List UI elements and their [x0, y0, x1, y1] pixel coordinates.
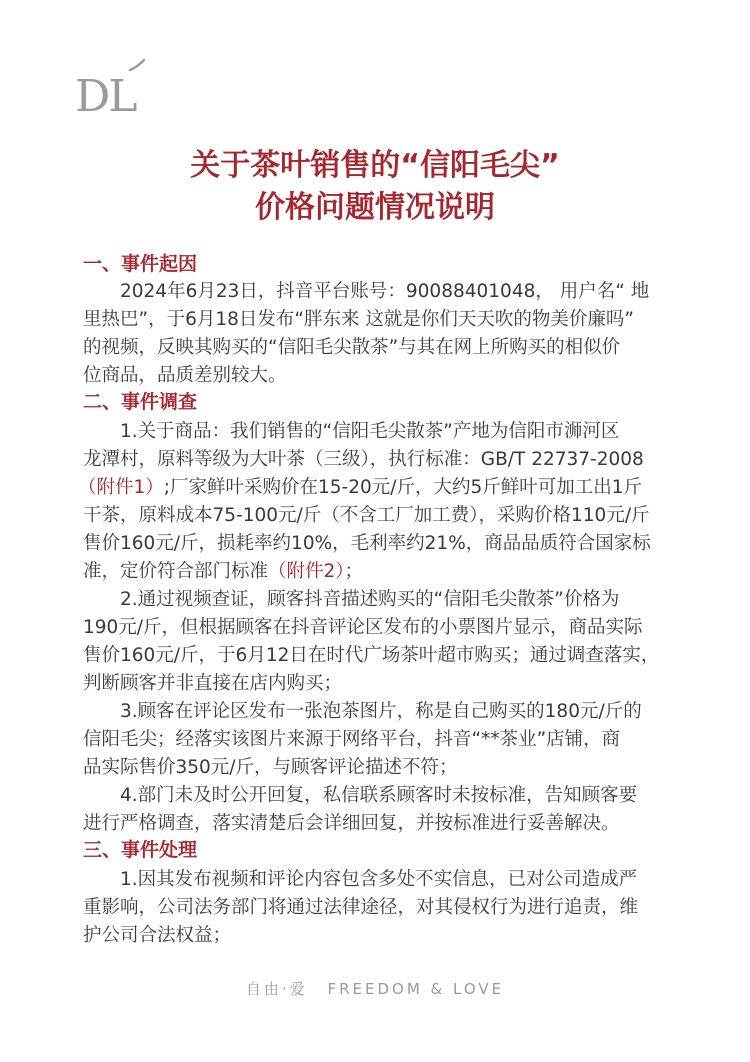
body-line: 干茶，原料成本75-100元/斤（不含工厂加工费），采购价格110元/斤 [83, 505, 650, 526]
footer-slogan-en: FREEDOM & LOVE [327, 980, 505, 998]
body-line: 1.因其发布视频和评论内容包含多处不实信息，已对公司造成严 [120, 869, 638, 890]
body-text: ;厂家鲜叶采购价在15-20元/斤，大约5斤鲜叶可加工出1斤 [163, 477, 643, 498]
logo-accent-mark [127, 58, 147, 72]
logo-text: DL [75, 71, 136, 122]
body-text: 准，定价符合部门标准 [83, 561, 269, 582]
body-line: 信阳毛尖；经落实该图片来源于网络平台，抖音“**茶业”店铺，商 [83, 729, 621, 750]
body-line: 的视频，反映其购买的“信阳毛尖散茶”与其在网上所购买的相似价 [83, 337, 621, 358]
body-line [78, 474, 642, 502]
body-line: 2.通过视频查证，顾客抖音描述购买的“信阳毛尖散茶”价格为 [120, 589, 620, 610]
body-line: 1.关于商品：我们销售的“信阳毛尖散茶”产地为信阳市浉河区 [120, 421, 620, 442]
body-line: 进行严格调查，落实清楚后会详细回复，并按标准进行妥善解决。 [83, 813, 620, 834]
attachment-2-reference: （附件2） [268, 561, 345, 582]
body-line: 护公司合法权益； [83, 925, 232, 946]
footer-slogan-cn: 自由·爱 [245, 980, 308, 998]
page-title-line-1: 关于茶叶销售的“信阳毛尖” [190, 148, 560, 183]
section-heading-handling: 三、事件处理 [83, 839, 198, 861]
body-line: 重影响，公司法务部门将通过法律途径，对其侵权行为进行追责，维 [83, 897, 639, 918]
body-text: ； [344, 561, 364, 582]
section-heading-investigation: 二、事件调查 [83, 391, 198, 413]
body-line: 4.部门未及时公开回复，私信联系顾客时未按标准，告知顾客要 [120, 785, 638, 806]
attachment-1-reference: （附件1） [78, 477, 164, 498]
body-line: 判断顾客并非直接在店内购买； [83, 673, 343, 694]
brand-logo [75, 58, 165, 122]
body-line: 3.顾客在评论区发布一张泡茶图片，称是自己购买的180元/斤的 [120, 701, 642, 722]
body-line: 售价160元/斤，于6月12日在时代广场茶叶超市购买；通过调查落实， [83, 645, 660, 666]
body-line: 品实际售价350元/斤，与顾客评论描述不符； [83, 757, 458, 778]
body-line: 位商品，品质差别较大。 [83, 365, 287, 386]
body-line: 里热巴”，于6月18日发布“胖东来 这就是你们天天吹的物美价廉吗” [83, 309, 634, 330]
section-heading-cause: 一、事件起因 [83, 253, 198, 275]
body-line: 2024年6月23日，抖音平台账号：90088401048， 用户名“ 地 [120, 281, 650, 302]
body-line: 售价160元/斤，损耗率约10%，毛利率约21%，商品品质符合国家标 [83, 533, 651, 554]
page-title-line-2: 价格问题情况说明 [255, 190, 495, 225]
body-line [83, 558, 363, 586]
footer-slogan [0, 978, 750, 999]
body-line: 龙潭村，原料等级为大叶茶（三级），执行标准：GB/T 22737-2008 [83, 449, 644, 470]
body-line: 190元/斤，但根据顾客在抖音评论区发布的小票图片显示，商品实际 [83, 617, 643, 638]
